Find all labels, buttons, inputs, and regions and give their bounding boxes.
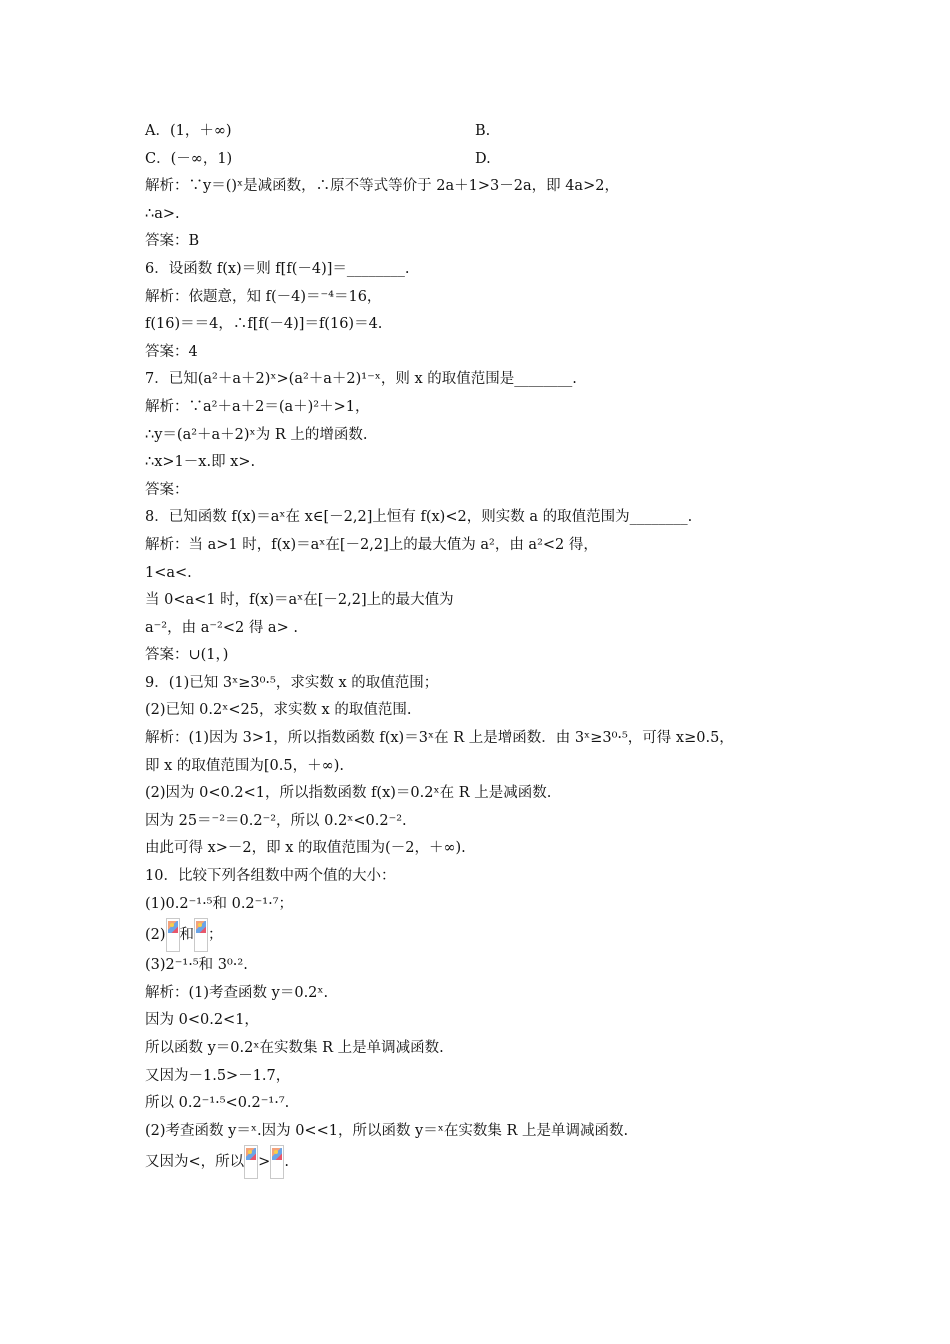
question-8: 8．已知函数 f(x)＝aˣ在 x∈[－2,2]上恒有 f(x)<2，则实数 a 的取值范围为________.: [145, 509, 693, 526]
text-line: f(16)＝＝4，∴f[f(－4)]＝f(16)＝4.: [145, 316, 383, 333]
option-d: D.: [475, 150, 491, 167]
text-line: 所以函数 y＝0.2ˣ在实数集 R 上是单调减函数.: [145, 1040, 444, 1056]
text-line: 即 x 的取值范围为[0.5，＋∞).: [145, 757, 344, 774]
question-6: 6．设函数 f(x)＝则 f[f(－4)]＝________.: [145, 260, 410, 277]
question-9-part-1: 9．(1)已知 3ˣ≥3⁰·⁵，求实数 x 的取值范围；: [145, 674, 439, 691]
text-fragment: 又因为<，所以: [145, 1154, 245, 1171]
document-body: [145, 118, 825, 1179]
broken-image-icon: [166, 918, 180, 952]
broken-image-icon: [194, 918, 208, 952]
text-line: 又因为－1.5>－1.7，: [145, 1067, 291, 1084]
question-10-part-2: [145, 918, 825, 952]
text-fragment: 和: [179, 927, 195, 944]
question-10-part-3: (3)2⁻¹·⁵和 3⁰·².: [145, 957, 248, 974]
option-c: C．(－∞，1): [145, 150, 233, 167]
text-line: 当 0<a<1 时，f(x)＝aˣ在[－2,2]上的最大值为: [145, 592, 454, 609]
text-line-with-images: [145, 1145, 825, 1179]
broken-image-icon: [244, 1145, 258, 1179]
text-line: (2)因为 0<0.2<1，所以指数函数 f(x)＝0.2ˣ在 R 上是减函数.: [145, 785, 552, 802]
text-fragment: .: [284, 1154, 289, 1171]
text-line: 解析：(1)因为 3>1，所以指数函数 f(x)＝3ˣ在 R 上是增函数．由 3ˣ≥3⁰·⁵，可得 x≥0.5，: [145, 730, 734, 747]
answer-line: 答案：B: [145, 233, 200, 250]
text-line: 1<a<.: [145, 564, 192, 581]
answer-line: 答案：: [145, 481, 189, 498]
text-fragment: (2): [145, 927, 166, 944]
text-line: 解析：依题意，知 f(－4)＝⁻⁴＝16，: [145, 288, 382, 305]
text-line: 解析：∵y＝()ˣ是减函数，∴原不等式等价于 2a＋1>3－2a，即 4a>2，: [145, 178, 619, 195]
text-line: 解析：∵a²＋a＋2＝(a＋)²＋>1，: [145, 398, 370, 415]
text-line: ∴a>.: [145, 205, 180, 222]
text-line: (2)考查函数 y＝ˣ.因为 0<<1，所以函数 y＝ˣ在实数集 R 上是单调减函数.: [145, 1122, 629, 1139]
text-fragment: ；: [208, 927, 223, 944]
text-line: a⁻²，由 a⁻²<2 得 a> .: [145, 619, 298, 636]
text-line: ∴y＝(a²＋a＋2)ˣ为 R 上的增函数.: [145, 426, 368, 443]
text-line: 由此可得 x>－2，即 x 的取值范围为(－2，＋∞).: [145, 840, 466, 857]
text-line: 因为 0<0.2<1，: [145, 1012, 259, 1029]
question-10: 10．比较下列各组数中两个值的大小：: [145, 868, 396, 885]
answer-line: 答案：4: [145, 343, 198, 360]
text-line: 解析：当 a>1 时，f(x)＝aˣ在[－2,2]上的最大值为 a²，由 a²<2 得，: [145, 536, 598, 553]
broken-image-icon: [270, 1145, 284, 1179]
text-line: 所以 0.2⁻¹·⁵<0.2⁻¹·⁷.: [145, 1095, 290, 1112]
option-row-cd: [145, 146, 825, 174]
text-line: 因为 25＝⁻²＝0.2⁻²，所以 0.2ˣ<0.2⁻².: [145, 812, 407, 829]
text-line: ∴x>1－x.即 x>.: [145, 454, 256, 471]
option-a: A．(1，＋∞): [145, 123, 232, 139]
question-9-part-2: (2)已知 0.2ˣ<25，求实数 x 的取值范围.: [145, 702, 412, 719]
text-line: 解析：(1)考查函数 y＝0.2ˣ.: [145, 984, 329, 1001]
question-7: 7．已知(a²＋a＋2)ˣ>(a²＋a＋2)¹⁻ˣ，则 x 的取值范围是________.: [145, 371, 577, 388]
option-row-ab: [145, 118, 825, 146]
answer-line: 答案：∪(1，): [145, 647, 229, 664]
question-10-part-1: (1)0.2⁻¹·⁵和 0.2⁻¹·⁷；: [145, 895, 294, 912]
option-b: B.: [475, 123, 491, 139]
text-fragment: >: [258, 1154, 271, 1171]
